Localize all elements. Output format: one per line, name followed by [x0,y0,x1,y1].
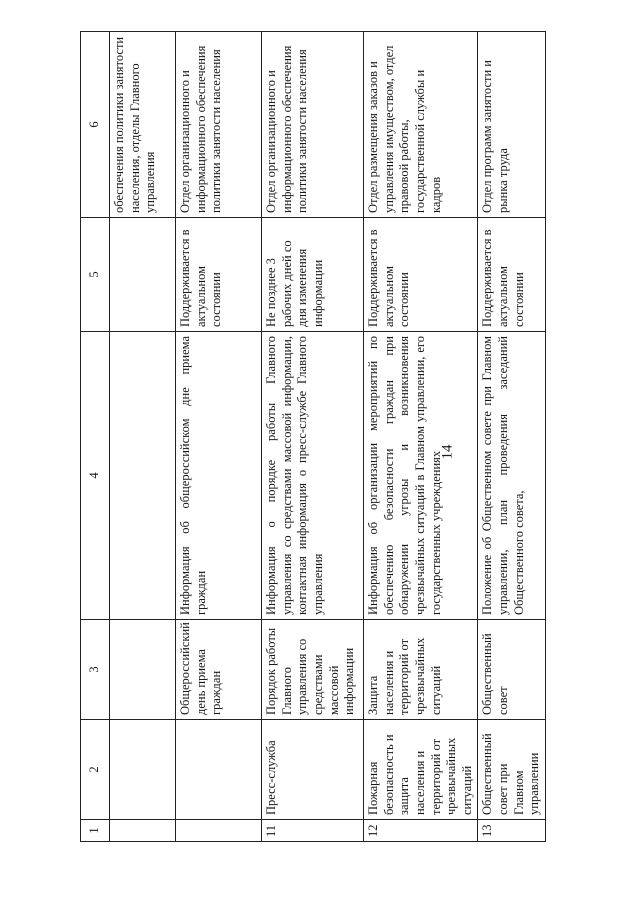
activity-cell [110,620,176,720]
responsible-cell: Отдел программ занятости и рынка труда [478,32,546,218]
table-row [110,32,176,842]
header-cell: 3 [81,620,110,720]
term-cell: Поддерживается в актуальном состоянии [478,218,546,332]
responsible-cell: Отдел размещения заказов и управления имуществом, отдел правовой работы, государственной службы и кадров [364,32,478,218]
info-table [80,31,546,842]
table-row [478,32,546,842]
header-cell: 4 [81,332,110,620]
header-cell: 5 [81,218,110,332]
header-cell: 2 [81,720,110,820]
section-cell [176,720,262,820]
section-cell [110,720,176,820]
section-cell: Пресс-служба [262,720,364,820]
rotated-table-wrapper [80,32,542,842]
header-cell: 6 [81,32,110,218]
activity-cell: Общероссийский день приема граждан [176,620,262,720]
row-number [176,820,262,842]
activity-cell: Порядок работы Главного управления со средствами массовой информации [262,620,364,720]
info-cell: Положение об Общественном совете при Главном управлении, план проведения заседаний Общественного совета, [478,332,546,620]
row-number: 11 [262,820,364,842]
term-cell [110,218,176,332]
info-cell [110,332,176,620]
table-row [176,32,262,842]
row-number [110,820,176,842]
row-number: 13 [478,820,546,842]
activity-cell: Общественный совет [478,620,546,720]
activity-cell: Защита населения и территорий от чрезвычайных ситуаций [364,620,478,720]
responsible-cell: Отдел организационного и информационного обеспечения политики занятости населения [262,32,364,218]
term-cell: Поддерживается в актуальном состоянии [176,218,262,332]
info-cell: Информация об организации мероприятий по обеспечению безопасности граждан при обнаружении угрозы и возникновения чрезвычайных ситуаций в Главном управлении, его государственных учреждениях [364,332,478,620]
header-row [81,32,110,842]
term-cell: Поддерживается в актуальном состоянии [364,218,478,332]
section-cell: Пожарная безопасность и защита населения и территорий от чрезвычайных ситуаций [364,720,478,820]
responsible-cell: Отдел организационного и информационного обеспечения политики занятости населения [176,32,262,218]
table-row [364,32,478,842]
header-cell: 1 [81,820,110,842]
term-cell: Не позднее 3 рабочих дней со дня изменения информации [262,218,364,332]
section-cell: Общественный совет при Главном управлении [478,720,546,820]
info-cell: Информация о порядке работы Главного управления со средствами массовой информации, контактная информация о пресс-службе Главного управления [262,332,364,620]
responsible-cell: обеспечения политики занятости населения, отделы Главного управления [110,32,176,218]
page-number: 14 [439,444,456,460]
row-number: 12 [364,820,478,842]
table-row [262,32,364,842]
info-cell: Информация об общероссийском дне приема граждан [176,332,262,620]
